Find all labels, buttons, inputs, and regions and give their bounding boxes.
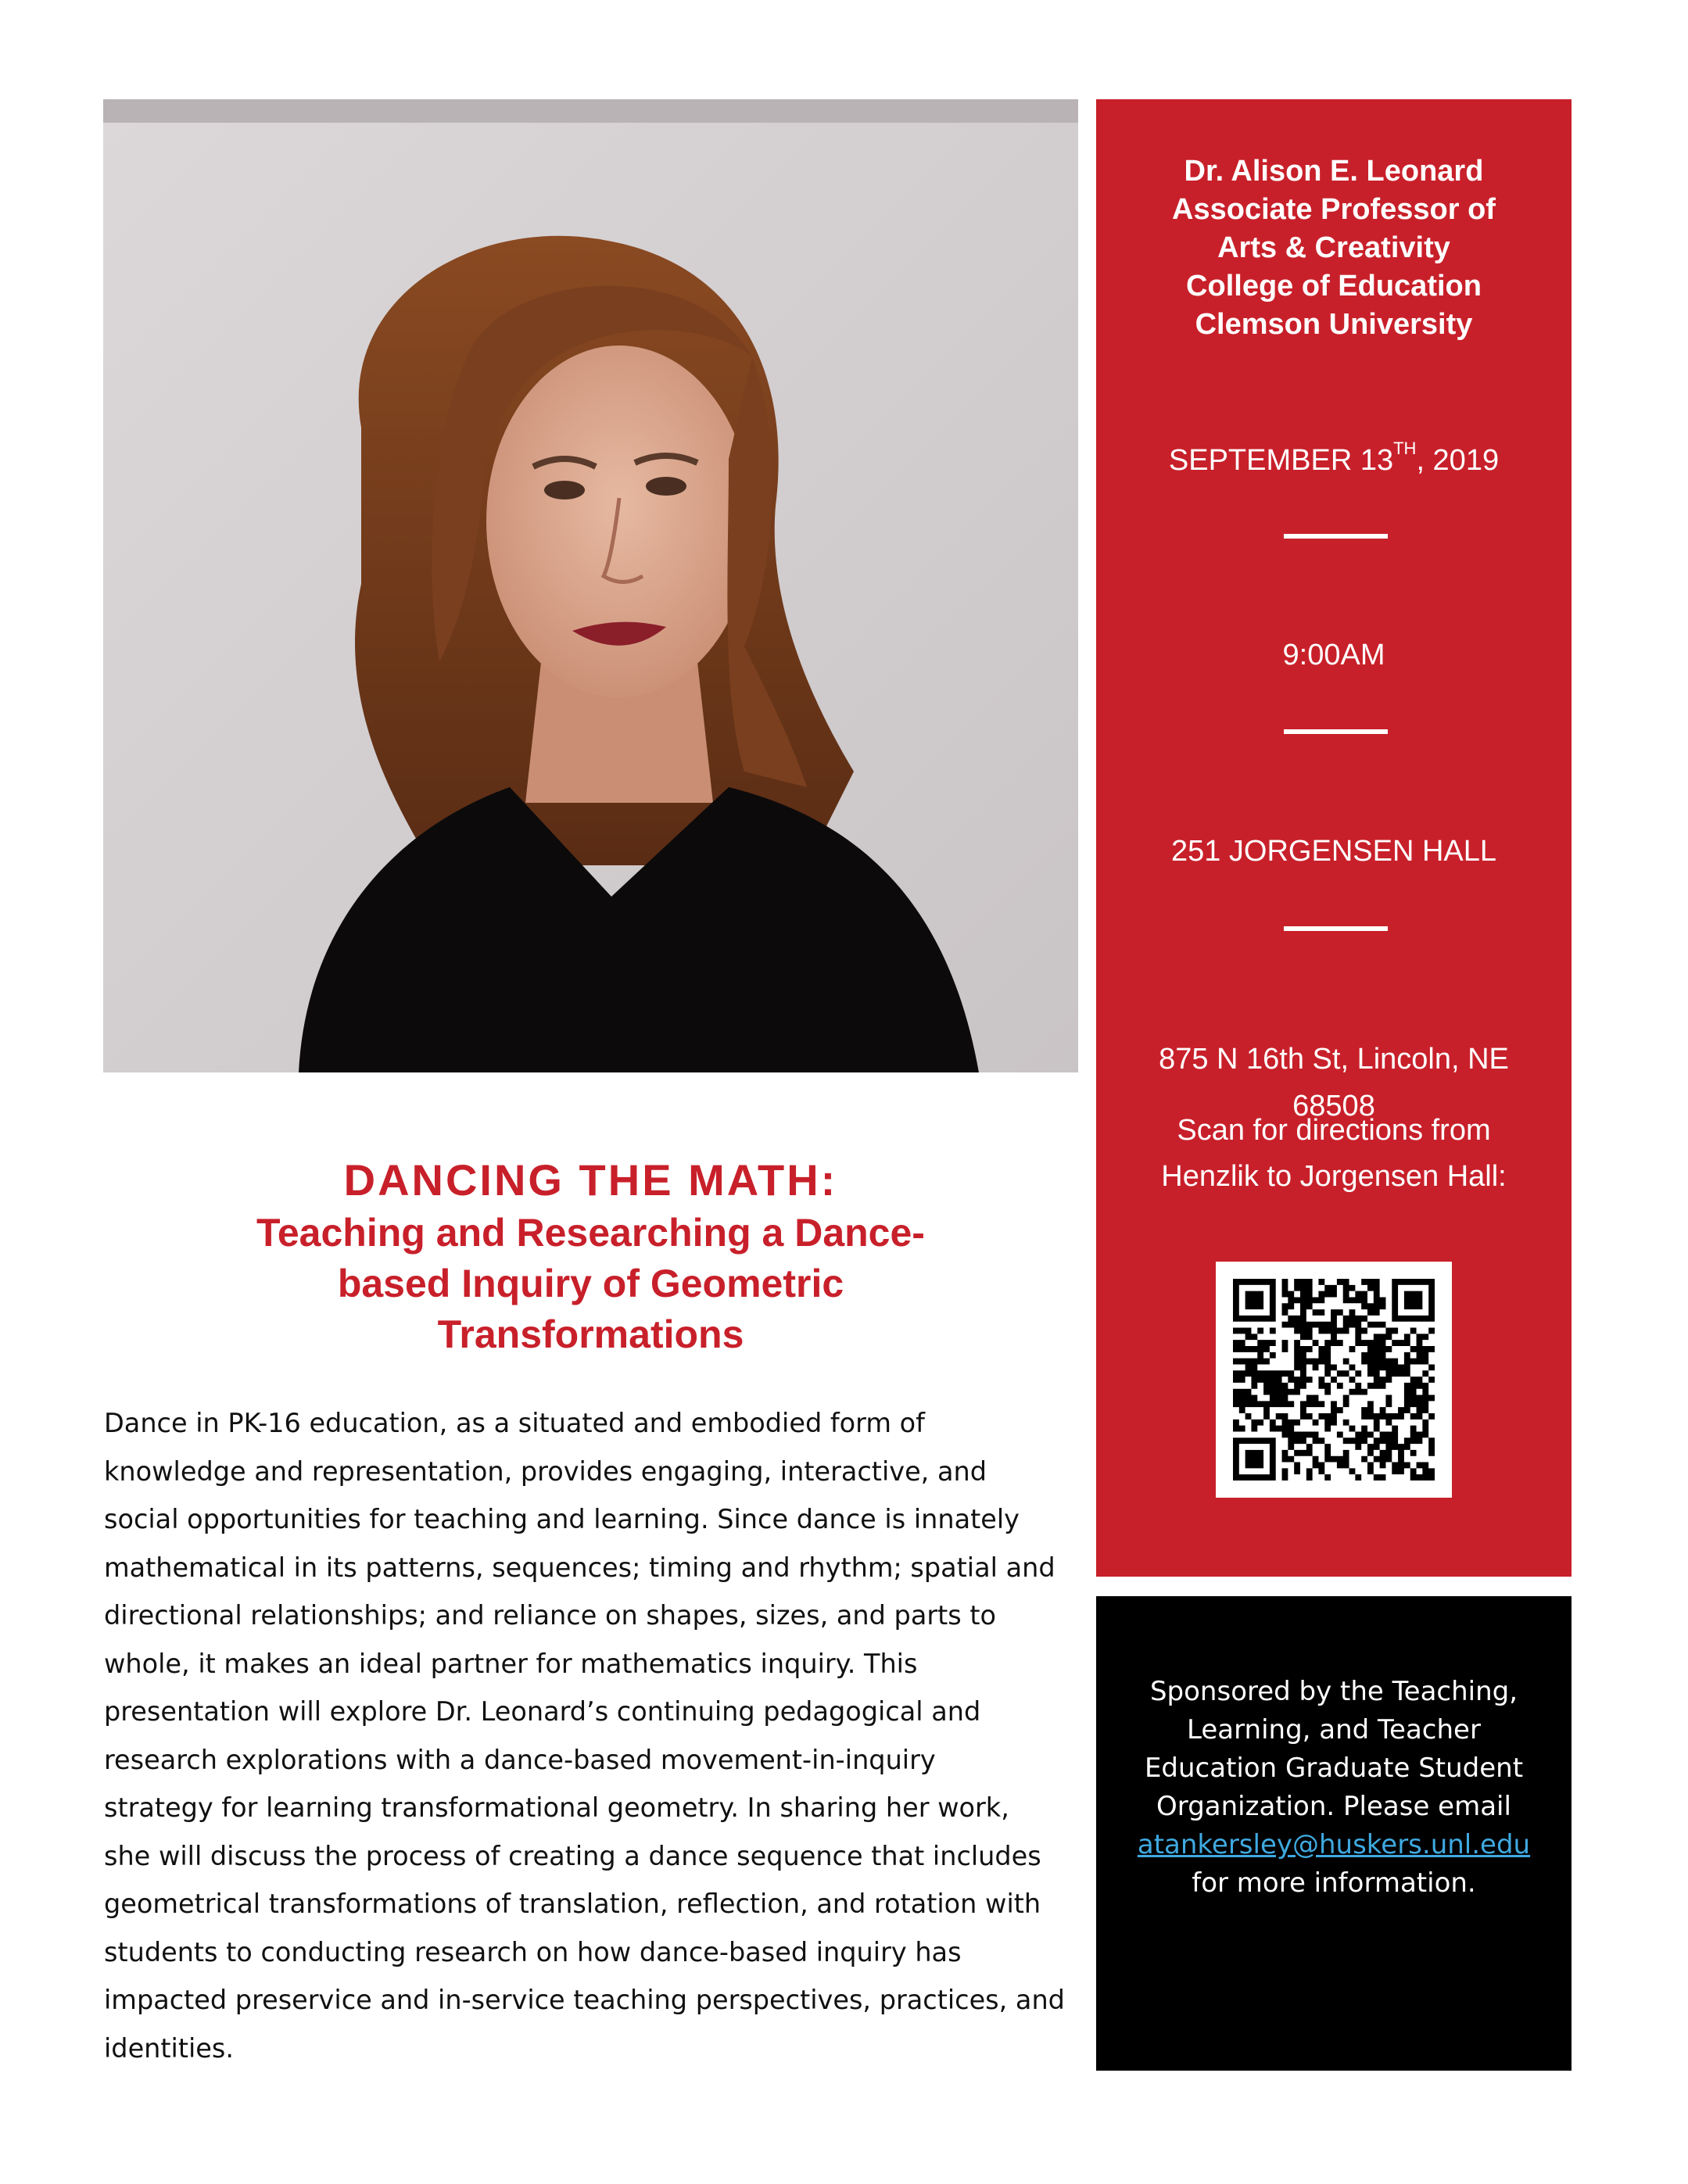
sponsor-line-3: Education Graduate Student (1144, 1753, 1524, 1784)
address-line-2: 68508 (1292, 1090, 1375, 1122)
contact-email-link[interactable]: atankersley@huskers.unl.edu (1137, 1829, 1531, 1860)
scan-line-2: Henzlik to Jorgensen Hall: (1161, 1160, 1507, 1193)
abstract-line: whole, it makes an ideal partner for mathematics inquiry. This (104, 1648, 918, 1679)
qr-finder-pattern (1233, 1438, 1276, 1480)
abstract-paragraph (104, 1399, 1089, 2072)
sponsor-line-5: for more information. (1192, 1867, 1476, 1899)
title-main: DANCING THE MATH: (343, 1155, 838, 1205)
event-time: 9:00AM (1282, 639, 1385, 671)
speaker-college: College of Education (1186, 270, 1482, 303)
speaker-name: Dr. Alison E. Leonard (1184, 155, 1484, 188)
abstract-line: strategy for learning transformational geometry. In sharing her work, (104, 1792, 1009, 1823)
abstract-line: social opportunities for teaching and learning. Since dance is innately (104, 1504, 1020, 1534)
qr-finder-pattern (1392, 1279, 1435, 1322)
sponsor-line-1: Sponsored by the Teaching, (1149, 1676, 1518, 1707)
event-date (1096, 439, 1572, 480)
abstract-line: impacted preservice and in-service teaching perspectives, practices, and (104, 1985, 1065, 2015)
divider (1284, 534, 1388, 539)
speaker-university: Clemson University (1195, 308, 1473, 341)
scan-instructions (1096, 1108, 1572, 1200)
speaker-block (1096, 152, 1572, 344)
talk-title (103, 1153, 1078, 1360)
directions-qr-code[interactable] (1216, 1262, 1452, 1498)
event-date-year: , 2019 (1416, 444, 1500, 477)
qr-code-icon (1233, 1279, 1435, 1480)
abstract-line: knowledge and representation, provides engaging, interactive, and (104, 1455, 987, 1487)
title-sub-line-2: based Inquiry of Geometric (337, 1262, 844, 1305)
abstract-line: students to conducting research on how dance-based inquiry has (104, 1936, 962, 1967)
title-sub-line-3: Transformations (437, 1312, 744, 1356)
abstract-line: presentation will explore Dr. Leonard’s continuing pedagogical and (104, 1696, 981, 1727)
speaker-field: Arts & Creativity (1217, 231, 1450, 264)
address-line-1: 875 N 16th St, Lincoln, NE (1159, 1043, 1509, 1076)
abstract-line: research explorations with a dance-based movement-in-inquiry (104, 1744, 936, 1775)
abstract-line: she will discuss the process of creating a dance sequence that includes (104, 1840, 1041, 1871)
speaker-title: Associate Professor of (1172, 193, 1496, 226)
abstract-line: geometrical transformations of translation, reflection, and rotation with (104, 1889, 1041, 1919)
qr-finder-pattern (1233, 1279, 1276, 1322)
speaker-photo (103, 99, 1078, 1072)
abstract-line: directional relationships; and reliance on shapes, sizes, and parts to (104, 1600, 996, 1631)
abstract-line: Dance in PK-16 education, as a situated and embodied form of (104, 1408, 925, 1438)
event-date-suffix: TH (1393, 439, 1417, 458)
event-date-text: SEPTEMBER 13 (1168, 444, 1394, 477)
abstract-line: identities. (104, 2032, 235, 2064)
event-info-panel (1096, 99, 1572, 1577)
title-sub-line-1: Teaching and Researching a Dance- (256, 1211, 925, 1255)
event-room: 251 JORGENSEN HALL (1170, 835, 1497, 868)
sponsor-line-2: Learning, and Teacher (1187, 1714, 1481, 1745)
sponsor-panel (1096, 1596, 1572, 2071)
scan-line-1: Scan for directions from (1177, 1114, 1491, 1147)
divider (1284, 729, 1388, 734)
sponsor-text (1120, 1673, 1548, 1903)
divider (1284, 926, 1388, 931)
sponsor-line-4: Organization. Please email (1156, 1791, 1511, 1822)
abstract-line: mathematical in its patterns, sequences; timing and rhythm; spatial and (104, 1552, 1055, 1583)
